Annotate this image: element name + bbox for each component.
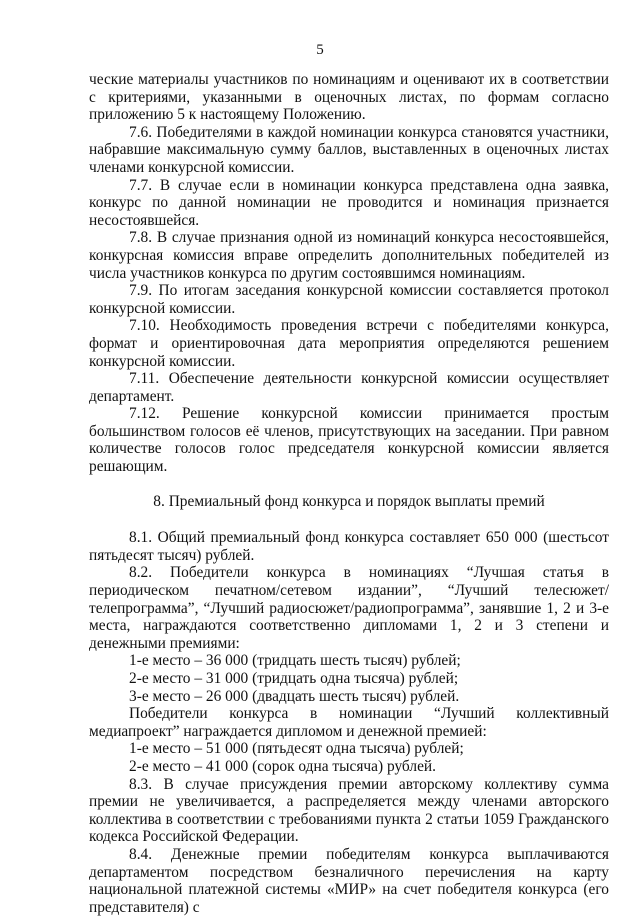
page-number: 5 [316, 42, 324, 58]
paragraph-7-11: 7.11. Обеспечение деятельности конкурсной комиссии осуществляет департамент. [89, 370, 609, 405]
paragraph-7-6: 7.6. Победителями в каждой номинации конкурса становятся участники, набравшие максимальную сумму баллов, выставленных в оценочных листах членами конкурсной комиссии. [89, 123, 609, 176]
section-8-heading: 8. Премиальный фонд конкурса и порядок выплаты премий [153, 492, 545, 510]
prize-line: 2-е место – 31 000 (тридцать одна тысяча) рублей; [129, 670, 459, 687]
prize-line: 2-е место – 41 000 (сорок одна тысяча) рублей. [129, 757, 436, 775]
prize-line: 1-е место – 36 000 (тридцать шесть тысяч) рублей; [129, 652, 461, 670]
paragraph-8-2: 8.2. Победители конкурса в номинациях “Лучшая статья в периодическом печатном/сетевом издании”, “Лучший телесюжет/телепрограмма”, “Лучший радиосюжет/радиопрограмма”, занявшие 1, 2 и 3-е места, награждаются соответственно дипломами 1, 2 и 3 степени и денежными премиями: [89, 564, 609, 652]
paragraph-7-8: 7.8. В случае признания одной из номинаций конкурса несостоявшейся, конкурсная комиссия вправе определить дополнительных победителей из числа участников конкурса по другим состоявшимся номинациям. [89, 229, 609, 282]
prize-line: 1-е место – 51 000 (пятьдесят одна тысяча) рублей; [129, 740, 464, 758]
document-body [89, 71, 609, 916]
paragraph-8-1: 8.1. Общий премиальный фонд конкурса составляет 650 000 (шестьсот пятьдесят тысяч) рублей. [89, 529, 609, 564]
paragraph-7-12: 7.12. Решение конкурсной комиссии принимается простым большинством голосов её членов, присутствующих на заседании. При равном количестве голосов голос председателя конкурсной комиссии является решающим. [89, 405, 609, 476]
paragraph-8-4: 8.4. Денежные премии победителям конкурса выплачиваются департаментом посредством безналичного перечисления на карту национальной платежной системы «МИР» на счет победителя конкурса (его представителя) с [89, 845, 609, 916]
paragraph-7-7: 7.7. В случае если в номинации конкурса представлена одна заявка, конкурс по данной номинации не проводится и номинация признается несостоявшейся. [89, 176, 609, 229]
paragraph-8-3: 8.3. В случае присуждения премии авторскому коллективу сумма премии не увеличивается, а распределяется между членами авторского коллектива в соответствии с требованиями пункта 2 статьи 1059 Гражданского кодекса Российской Федерации. [89, 775, 609, 846]
paragraph-7-5-continuation: ческие материалы участников по номинациям и оценивают их в соответствии с критериями, указанными в оценочных листах, по формам согласно приложению 5 к настоящему Положению. [89, 71, 609, 124]
paragraph-7-10: 7.10. Необходимость проведения встречи с победителями конкурса, формат и ориентировочная дата мероприятия определяются решением конкурсной комиссии. [89, 317, 609, 370]
paragraph-7-9: 7.9. По итогам заседания конкурсной комиссии составляется протокол конкурсной комиссии. [89, 282, 609, 317]
paragraph-8-2-collective: Победители конкурса в номинации “Лучший коллективный медиапроект” награждается дипломом и денежной премией: [89, 705, 609, 740]
prize-line: 3-е место – 26 000 (двадцать шесть тысяч) рублей. [129, 687, 460, 705]
